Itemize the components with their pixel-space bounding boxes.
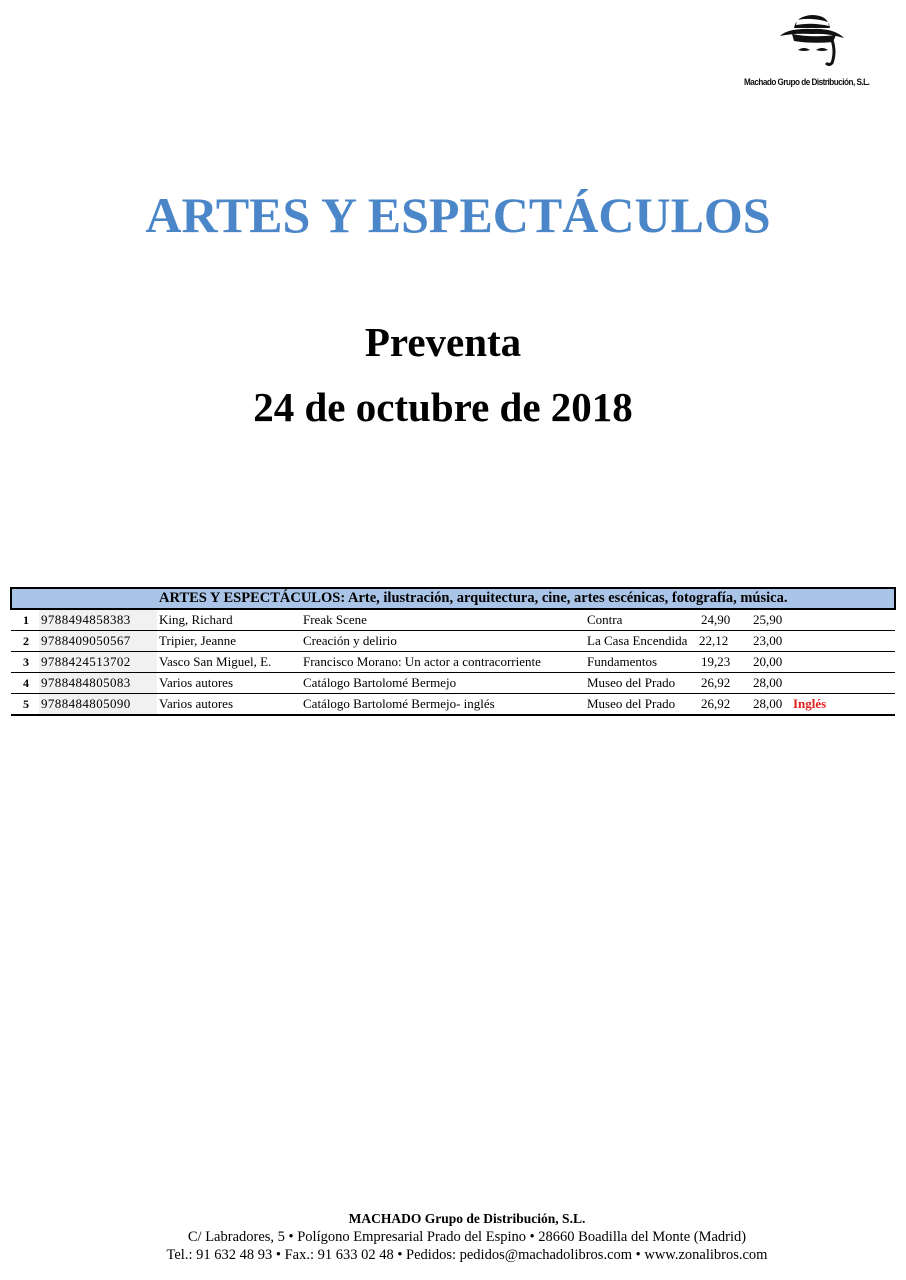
catalog-table [10, 587, 896, 716]
table-row [11, 673, 895, 694]
footer-address: C/ Labradores, 5 • Polígono Empresarial Prado del Espino • 28660 Boadilla del Monte (Madrid) [187, 1229, 747, 1245]
publisher: Museo del Prado [585, 673, 699, 694]
note [791, 609, 895, 631]
price: 28,00 [751, 694, 791, 716]
isbn: 9788409050567 [39, 631, 157, 652]
release-date: 24 de octubre de 2018 [253, 384, 633, 430]
section-header-row [11, 588, 895, 609]
language-note: Inglés [791, 694, 895, 716]
isbn: 9788494858383 [39, 609, 157, 631]
row-number: 1 [11, 609, 39, 631]
price-net: 22,12 [699, 631, 751, 652]
row-number: 4 [11, 673, 39, 694]
company-logo [736, 8, 882, 92]
publisher: Museo del Prado [585, 694, 699, 716]
table-row [11, 609, 895, 631]
publisher: La Casa Encendida [585, 631, 699, 652]
isbn: 9788484805083 [39, 673, 157, 694]
row-number: 2 [11, 631, 39, 652]
section-header: ARTES Y ESPECTÁCULOS: Arte, ilustración, arquitectura, cine, artes escénicas, fotografía, música. [157, 588, 895, 609]
author: King, Richard [157, 609, 301, 631]
book-title: Freak Scene [301, 609, 585, 631]
book-title: Creación y delirio [301, 631, 585, 652]
price: 25,90 [751, 609, 791, 631]
isbn: 9788484805090 [39, 694, 157, 716]
price: 23,00 [751, 631, 791, 652]
price-net: 26,92 [699, 694, 751, 716]
table-row [11, 631, 895, 652]
note [791, 652, 895, 673]
author: Varios autores [157, 673, 301, 694]
footer-contact: Tel.: 91 632 48 93 • Fax.: 91 633 02 48 • Pedidos: pedidos@machadolibros.com • www.zonalibros.com [166, 1247, 768, 1263]
table-row [11, 694, 895, 716]
author: Tripier, Jeanne [157, 631, 301, 652]
row-number: 5 [11, 694, 39, 716]
row-number: 3 [11, 652, 39, 673]
isbn: 9788424513702 [39, 652, 157, 673]
note [791, 673, 895, 694]
price-net: 19,23 [699, 652, 751, 673]
footer-company: MACHADO Grupo de Distribución, S.L. [348, 1211, 586, 1226]
table-row [11, 652, 895, 673]
page-title: ARTES Y ESPECTÁCULOS [145, 187, 771, 243]
hat-face-logo-icon [778, 8, 848, 76]
author: Varios autores [157, 694, 301, 716]
price: 28,00 [751, 673, 791, 694]
price-net: 24,90 [699, 609, 751, 631]
book-title: Catálogo Bartolomé Bermejo [301, 673, 585, 694]
logo-caption: Machado Grupo de Distribución, S.L. [744, 77, 870, 88]
page-footer [0, 1210, 906, 1264]
author: Vasco San Miguel, E. [157, 652, 301, 673]
price-net: 26,92 [699, 673, 751, 694]
publisher: Fundamentos [585, 652, 699, 673]
book-title: Catálogo Bartolomé Bermejo- inglés [301, 694, 585, 716]
note [791, 631, 895, 652]
subtitle-preventa: Preventa [364, 319, 522, 365]
publisher: Contra [585, 609, 699, 631]
price: 20,00 [751, 652, 791, 673]
book-title: Francisco Morano: Un actor a contracorriente [301, 652, 585, 673]
